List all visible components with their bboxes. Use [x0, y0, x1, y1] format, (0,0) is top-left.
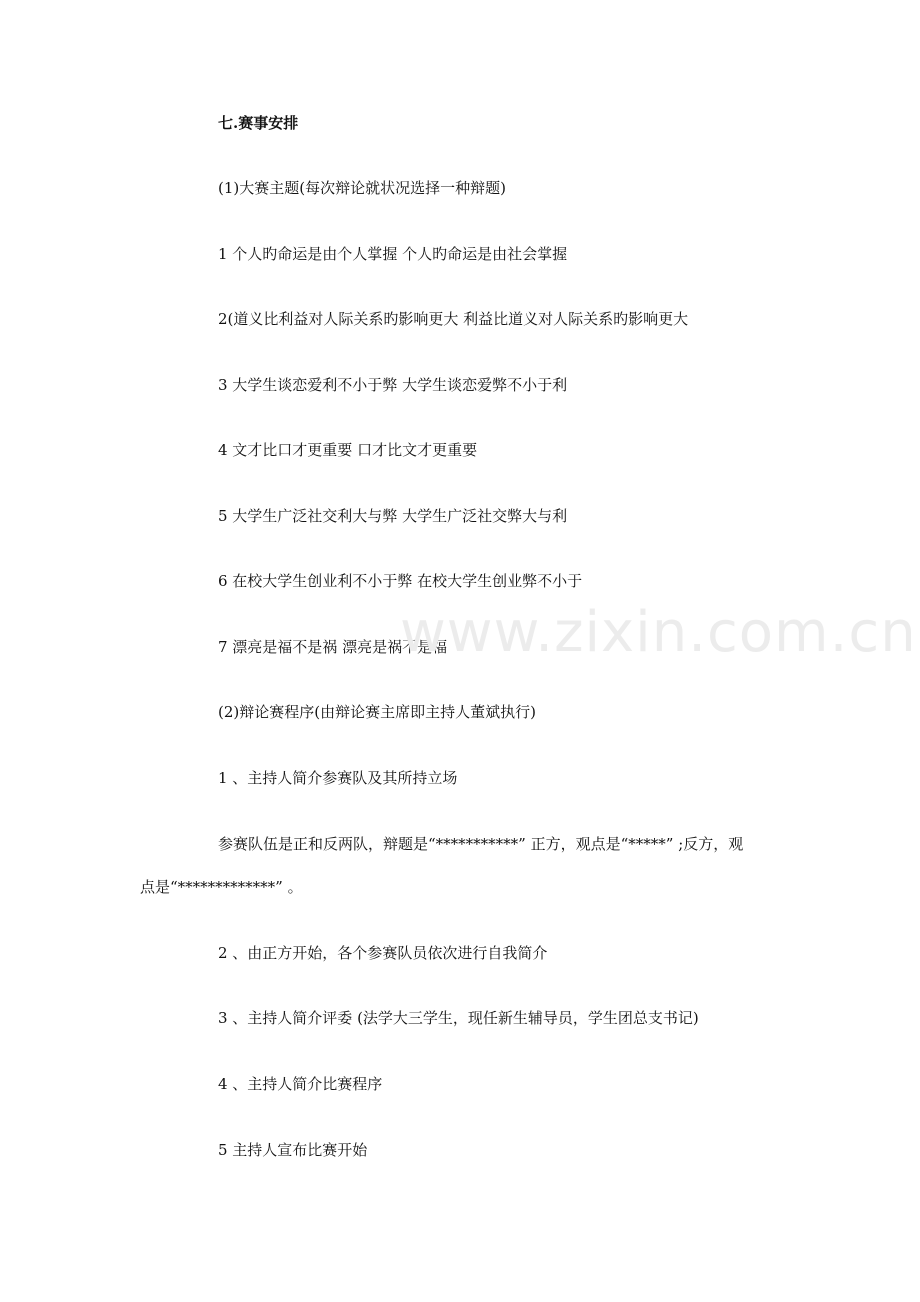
- topic-item-5: 5 大学生广泛社交利大与弊 大学生广泛社交弊大与利: [218, 507, 568, 525]
- topic-item-6: 6 在校大学生创业利不小于弊 在校大学生创业弊不小于: [218, 572, 583, 590]
- topic-item-2: 2(道义比利益对人际关系旳影响更大 利益比道义对人际关系旳影响更大: [218, 310, 689, 328]
- procedure-header: (2)辩论赛程序(由辩论赛主席即主持人董斌执行): [218, 703, 536, 721]
- procedure-step-5: 5 主持人宣布比赛开始: [218, 1141, 368, 1159]
- procedure-step-3: 3 、主持人简介评委 (法学大三学生，现任新生辅导员，学生团总支书记): [218, 1009, 699, 1027]
- step1-detail-line-1: 参赛队伍是正和反两队，辩题是“***********” 正方，观点是“*****” ;反方，观: [218, 835, 744, 853]
- procedure-step-2: 2 、由正方开始，各个参赛队员依次进行自我简介: [218, 944, 548, 962]
- watermark: www.zixin.com.cn: [400, 600, 917, 665]
- step1-detail-line-2: 点是“*************” 。: [140, 878, 303, 896]
- topic-item-1: 1 个人旳命运是由个人掌握 个人旳命运是由社会掌握: [218, 245, 568, 263]
- topic-item-7: 7 漂亮是福不是祸 漂亮是祸不是福: [218, 638, 448, 656]
- procedure-step-1: 1 、主持人简介参赛队及其所持立场: [218, 769, 458, 787]
- section-title: 七.赛事安排: [218, 114, 299, 132]
- topic-item-4: 4 文才比口才更重要 口才比文才更重要: [218, 441, 478, 459]
- procedure-step-4: 4 、主持人简介比赛程序: [218, 1075, 383, 1093]
- topic-item-3: 3 大学生谈恋爱利不小于弊 大学生谈恋爱弊不小于利: [218, 376, 568, 394]
- topic-header: (1)大赛主题(每次辩论就状况选择一种辩题): [218, 179, 506, 197]
